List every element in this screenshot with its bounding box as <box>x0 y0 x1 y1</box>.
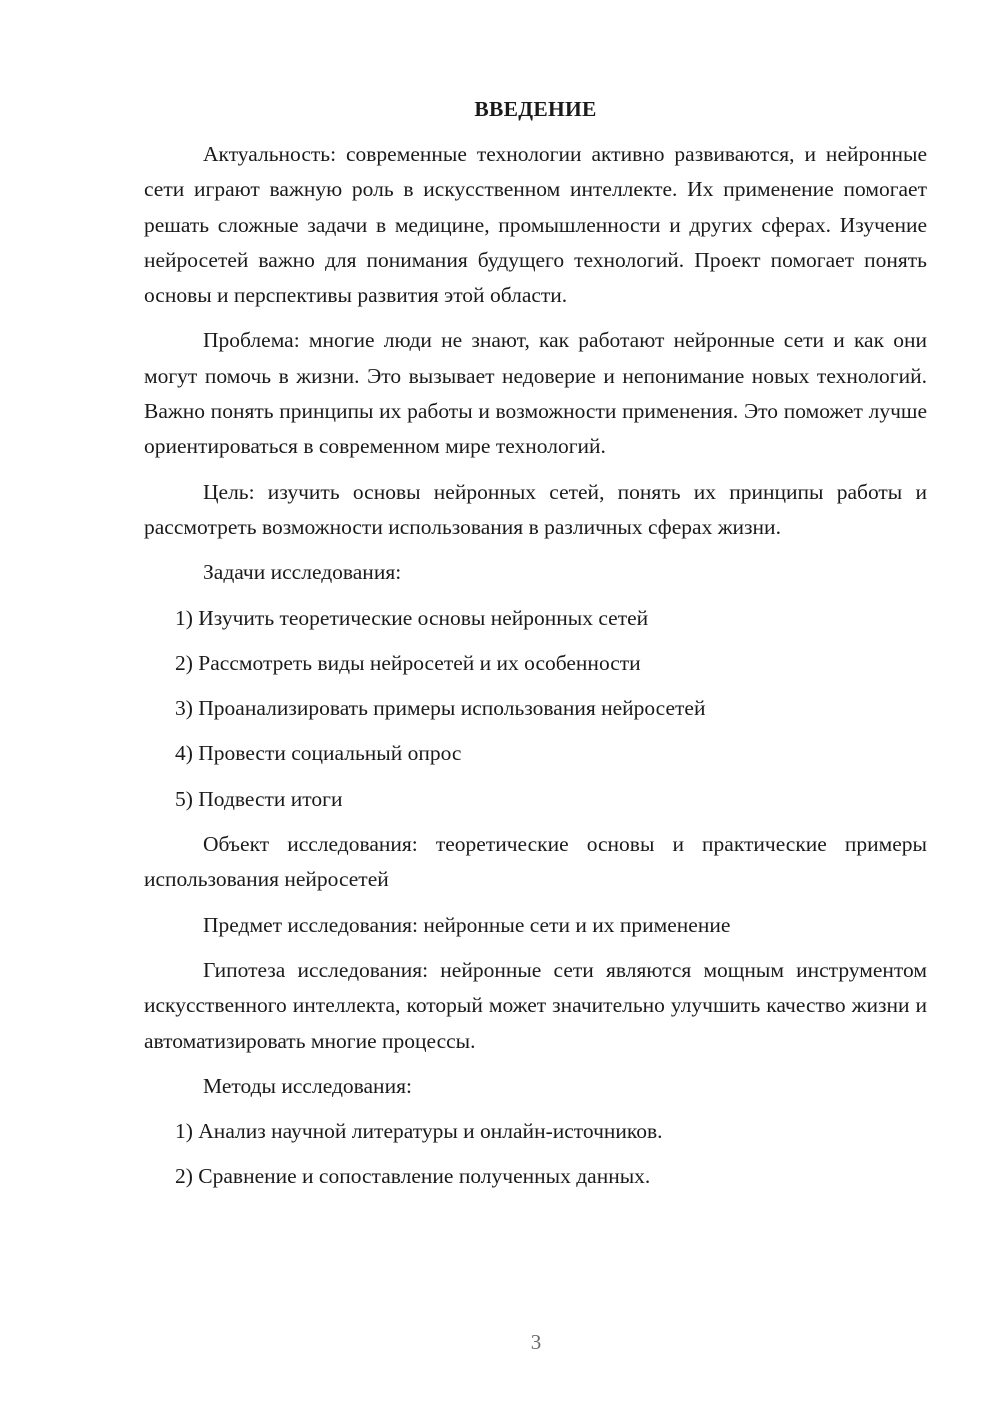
paragraph-subject: Предмет исследования: нейронные сети и их применение <box>203 912 731 937</box>
list-item: 2) Рассмотреть виды нейросетей и их особенности <box>175 650 641 675</box>
list-item: 3) Проанализировать примеры использования нейросетей <box>175 696 706 721</box>
list-item: 1) Анализ научной литературы и онлайн-источников. <box>175 1119 663 1144</box>
paragraph-relevance: Актуальность: современные технологии активно развиваются, и нейронные сети играют важную роль в искусственном интеллекте. Их применение помогает решать сложные задачи в медицине, промышленности и других сферах. Изучение нейросетей важно для понимания будущего технологий. Проект помогает понять основы и перспективы развития этой области. <box>144 142 927 308</box>
methods-list <box>144 1114 927 1195</box>
paragraph-goal: Цель: изучить основы нейронных сетей, понять их принципы работы и рассмотреть возможности использования в различных сферах жизни. <box>144 479 927 539</box>
section-title: ВВЕДЕНИЕ <box>474 97 597 121</box>
document-page <box>144 92 927 1205</box>
list-item: 4) Провести социальный опрос <box>175 741 462 766</box>
list-item: 1) Изучить теоретические основы нейронных сетей <box>175 605 649 630</box>
methods-heading: Методы исследования: <box>203 1073 412 1098</box>
tasks-list <box>144 601 927 817</box>
paragraph-object: Объект исследования: теоретические основы и практические примеры использования нейросетей <box>144 832 927 892</box>
paragraph-problem: Проблема: многие люди не знают, как работают нейронные сети и как они могут помочь в жизни. Это вызывает недоверие и непонимание новых технологий. Важно понять принципы их работы и возможности применения. Это поможет лучше ориентироваться в современном мире технологий. <box>144 328 927 459</box>
tasks-heading: Задачи исследования: <box>203 560 402 585</box>
list-item: 2) Сравнение и сопоставление полученных данных. <box>175 1164 651 1189</box>
list-item: 5) Подвести итоги <box>175 786 343 811</box>
paragraph-hypothesis: Гипотеза исследования: нейронные сети являются мощным инструментом искусственного интеллекта, который может значительно улучшить качество жизни и автоматизировать многие процессы. <box>144 957 927 1053</box>
page-number: 3 <box>530 1330 542 1354</box>
